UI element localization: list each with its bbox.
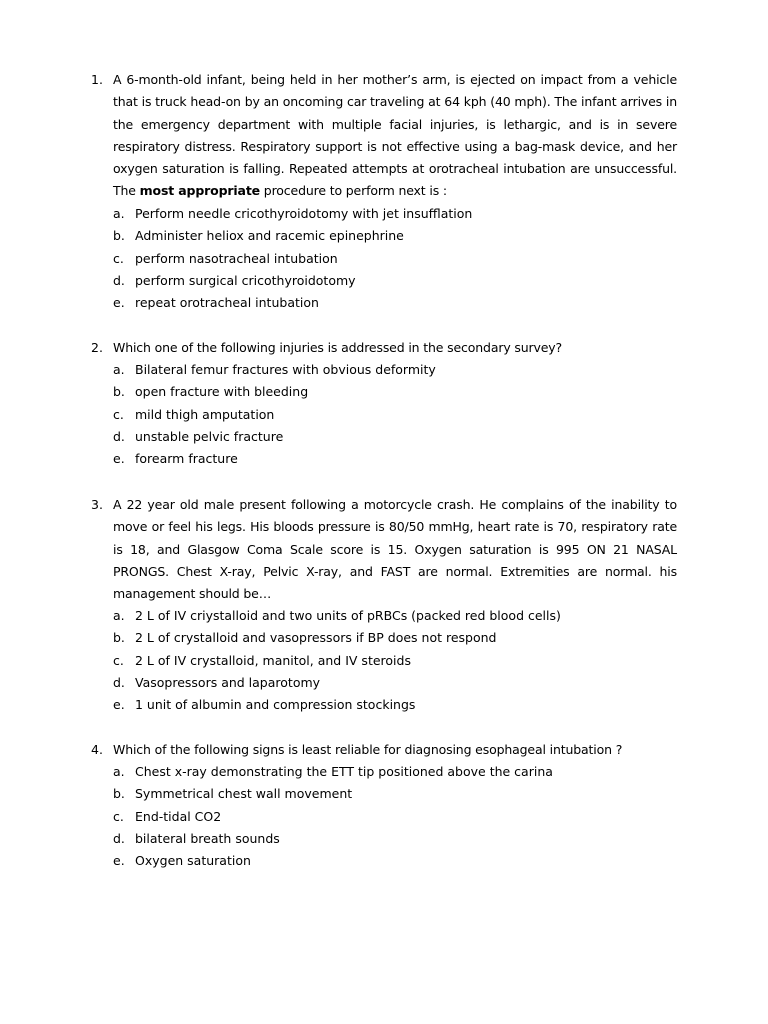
option-letter: a. [113,362,125,377]
answer-option-d [113,270,673,292]
answer-option-a [113,761,673,783]
option-text: Bilateral femur fractures with obvious deformity [135,362,436,377]
answer-option-c [113,404,673,426]
option-letter: c. [113,406,124,422]
question-number: 2. [91,340,103,355]
option-letter: b. [113,786,125,802]
option-letter: d. [113,428,125,444]
option-letter: e. [113,451,125,467]
option-text: mild thigh amputation [135,406,275,422]
answer-option-a [113,605,673,627]
answer-option-b [113,627,673,649]
option-text: open fracture with bleeding [135,384,309,400]
option-text: 2 L of crystalloid and vasopressors if BP does not respond [135,630,497,646]
answer-options [113,359,673,470]
question-stem-text-end: procedure to perform next is : [259,183,447,199]
option-letter: c. [113,808,124,824]
option-letter: a. [113,206,125,221]
option-text: Vasopressors and laparotomy [135,674,321,690]
option-text: perform nasotracheal intubation [135,250,338,266]
question-stem: Which of the following signs is least reliable for diagnosing esophageal intubation ? [113,742,623,757]
answer-options [113,203,673,314]
answer-option-d [113,426,673,448]
answer-options [113,761,673,872]
option-letter: e. [113,697,125,713]
option-text: Oxygen saturation [135,853,251,869]
option-text: Administer heliox and racemic epinephrine [135,228,404,244]
option-letter: c. [113,250,124,266]
option-letter: d. [113,272,125,288]
option-text: perform surgical cricothyroidotomy [135,272,356,288]
answer-option-a [113,359,673,381]
option-letter: b. [113,228,125,244]
option-text: bilateral breath sounds [135,830,280,846]
answer-options [113,605,673,716]
option-letter: d. [113,674,125,690]
option-text: End-tidal CO2 [135,808,222,824]
option-letter: b. [113,384,125,400]
answer-option-e [113,292,673,314]
answer-option-d [113,672,673,694]
option-text: Chest x-ray demonstrating the ETT tip positioned above the carina [135,764,553,779]
question-number: 3. [91,497,103,512]
option-letter: e. [113,853,125,869]
answer-option-b [113,381,673,403]
option-letter: d. [113,830,125,846]
question-stem: Which one of the following injuries is addressed in the secondary survey? [113,340,563,355]
option-text: 1 unit of albumin and compression stockings [135,697,416,713]
option-letter: e. [113,295,125,311]
option-text: 2 L of IV criystalloid and two units of pRBCs (packed red blood cells) [135,608,561,623]
answer-option-e [113,850,673,872]
option-text: 2 L of IV crystalloid, manitol, and IV steroids [135,652,411,668]
question-number: 4. [91,742,103,757]
answer-option-b [113,783,673,805]
option-letter: c. [113,652,124,668]
question-stem-text: A 6-month-old infant, being held in her mother’s arm, is ejected on impact from a vehicle that is truck head-on by an oncoming car traveling at 64 kph (40 mph). The infant arrives in the emergency department with multiple facial injuries, is lethargic, and is in severe respiratory distress. Respiratory support is not effective using a bag-mask device, and her oxygen saturation is falling. Repeated attempts at orotracheal intubation are unsuccessful. The [113,72,677,199]
question-stem-emphasis: most appropriate [139,183,260,199]
answer-option-c [113,806,673,828]
option-text: repeat orotracheal intubation [135,295,319,311]
question-stem: A 22 year old male present following a motorcycle crash. He complains of the inability to move or feel his legs. His bloods pressure is 80/50 mmHg, heart rate is 70, respiratory rate is 18, and Glasgow Coma Scale score is 15. Oxygen saturation is 995 ON 21 NASAL PRONGS. Chest X-ray, Pelvic X-ray, and FAST are normal. Extremities are normal. his management should be… [113,497,677,602]
question-number: 1. [91,72,103,87]
answer-option-c [113,650,673,672]
answer-option-a [113,203,673,225]
answer-option-e [113,694,673,716]
answer-option-c [113,248,673,270]
option-text: unstable pelvic fracture [135,428,284,444]
option-text: forearm fracture [135,451,238,467]
answer-option-e [113,448,673,470]
answer-option-d [113,828,673,850]
option-text: Symmetrical chest wall movement [135,786,353,802]
answer-option-b [113,225,673,247]
option-letter: a. [113,608,125,623]
question-stem [113,69,677,203]
option-letter: a. [113,764,125,779]
option-letter: b. [113,630,125,646]
option-text: Perform needle cricothyroidotomy with jet insufflation [135,206,473,221]
